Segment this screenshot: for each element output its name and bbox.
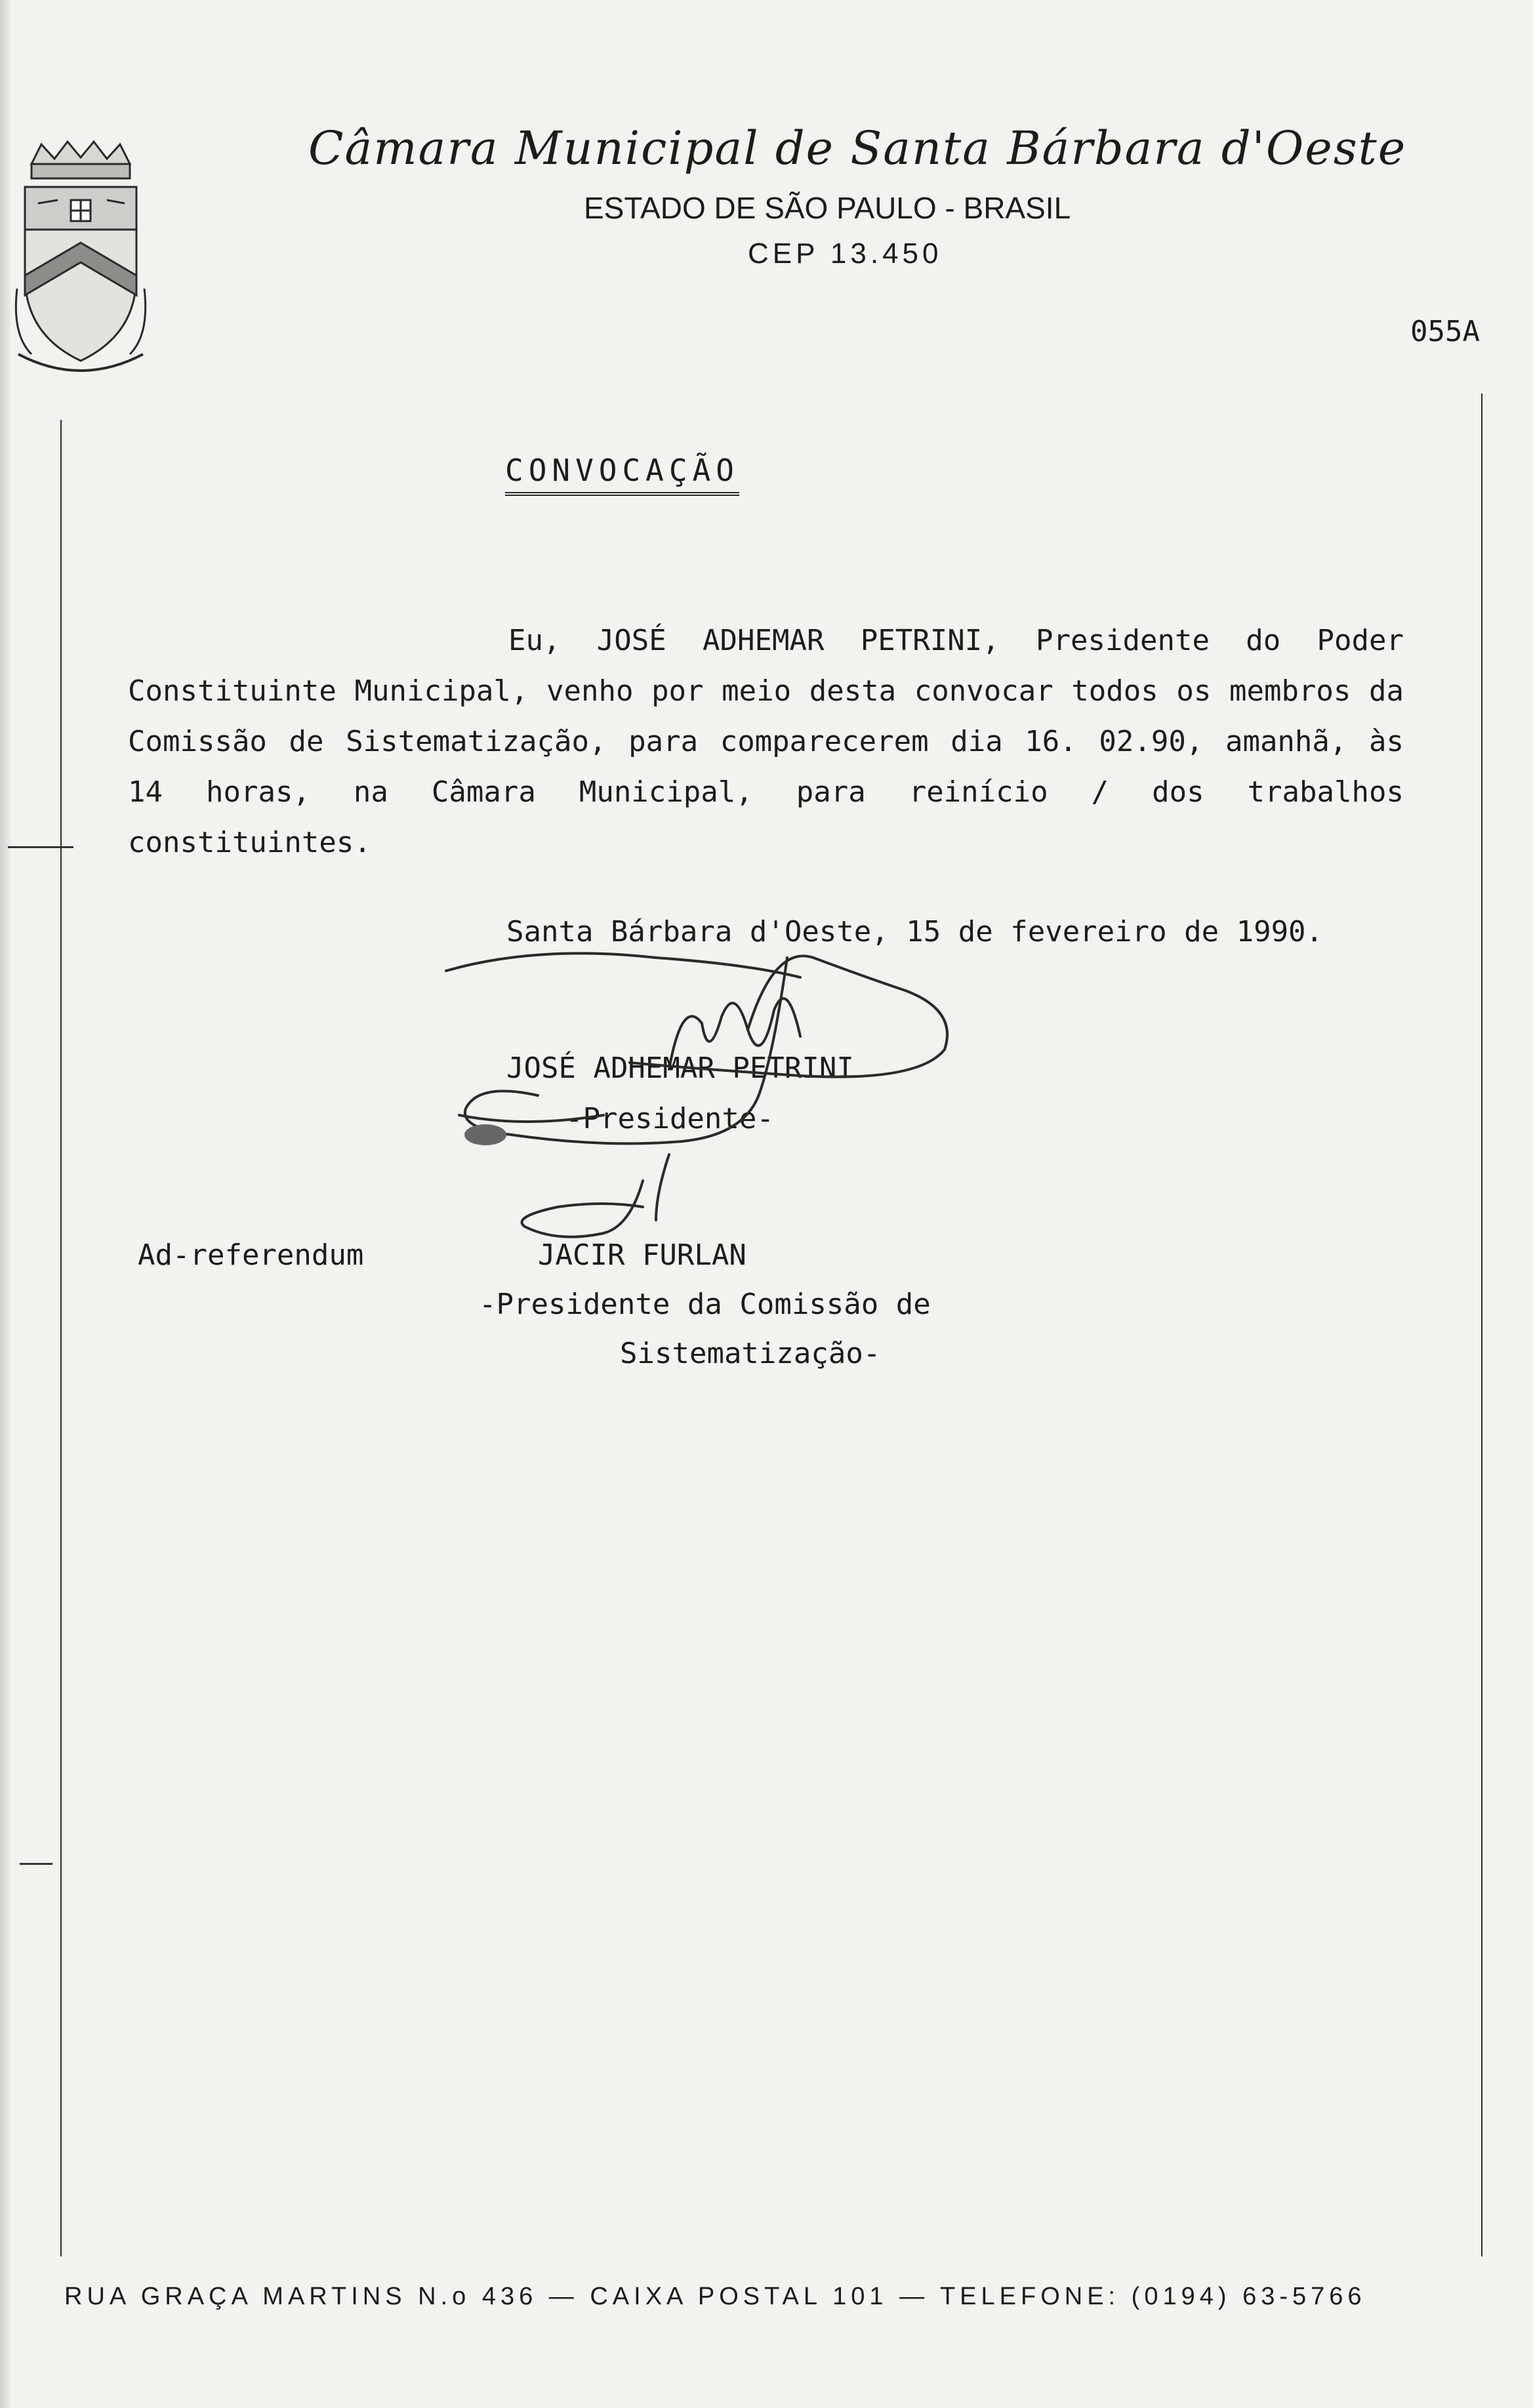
signatory-1-role: -Presidente- (565, 1102, 774, 1135)
document-number: 055A (1410, 315, 1480, 348)
state-line: ESTADO DE SÃO PAULO - BRASIL (584, 191, 1071, 225)
frame-line-left (60, 420, 62, 2256)
signatory-2-role-line2: Sistematização- (620, 1337, 881, 1370)
margin-mark (8, 846, 73, 848)
postal-code: CEP 13.450 (748, 237, 943, 270)
frame-line-right (1481, 394, 1482, 2256)
signatory-2-role-line1: -Presidente da Comissão de (479, 1288, 931, 1321)
ad-referendum-label: Ad-referendum (138, 1238, 364, 1272)
date-line: Santa Bárbara d'Oeste, 15 de fevereiro de 1990. (506, 915, 1324, 949)
coat-of-arms-seal (12, 138, 150, 380)
chamber-name: Câmara Municipal de Santa Bárbara d'Oeste (308, 121, 1407, 175)
document-title: CONVOCAÇÃO (505, 453, 739, 496)
bleed-through-text (236, 879, 254, 912)
convocation-body: Eu, JOSÉ ADHEMAR PETRINI, Presidente do Poder Constituinte Municipal, venho por meio desta convocar todos os membros da Comissão de Sistematização, para comparecerem dia 16. 02.90, amanhã, às 14 horas, na Câmara Municipal, para reinício / dos trabalhos constituintes. (128, 624, 1404, 859)
signatory-2-name: JACIR FURLAN (538, 1238, 746, 1272)
signatory-1-name: JOSÉ ADHEMAR PETRINI (506, 1051, 854, 1085)
margin-arrow (20, 1863, 52, 1865)
handwritten-signature (407, 918, 1063, 1259)
footer-address: RUA GRAÇA MARTINS N.o 436 — CAIXA POSTAL 101 — TELEFONE: (0194) 63-5766 (64, 2283, 1366, 2310)
page-edge-shadow (0, 0, 10, 2408)
